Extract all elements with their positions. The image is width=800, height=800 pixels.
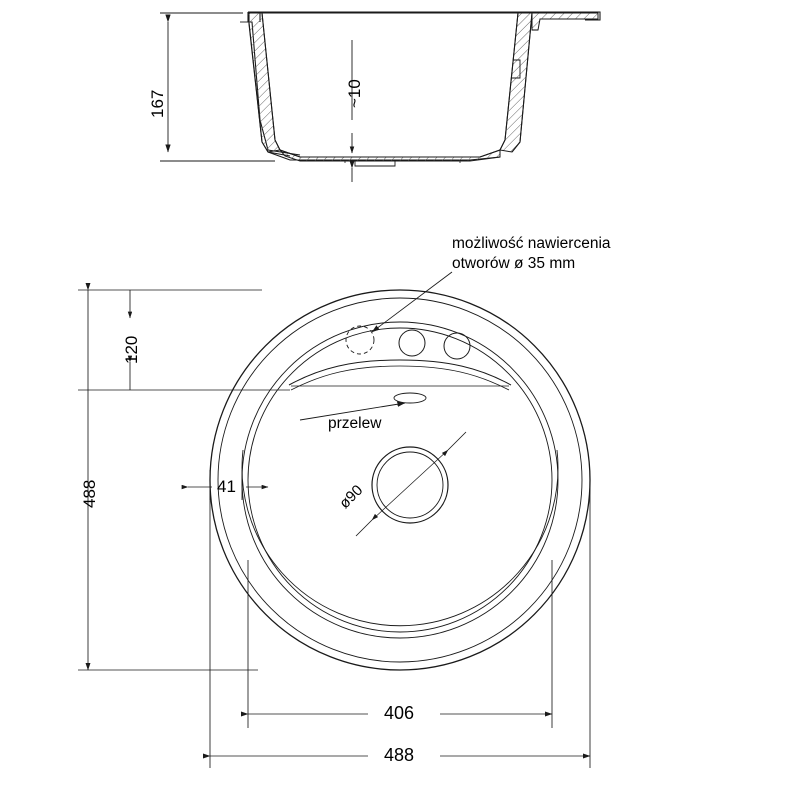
dimension-label-488-horizontal: 488: [384, 745, 415, 765]
drill-holes-note-line2: otworów ø 35 mm: [452, 255, 576, 272]
dimension-label-488-vertical: 488: [80, 479, 99, 508]
top-view-dimension-lines: [78, 290, 590, 768]
overflow-note-label: przelew: [328, 415, 382, 432]
dimension-label-167: 167: [148, 89, 167, 118]
dimension-label-wall-thickness: ~10: [345, 79, 364, 108]
dimension-label-41: 41: [217, 477, 236, 496]
dimension-label-drain-diameter: ø90: [336, 481, 367, 513]
dimension-label-406: 406: [384, 703, 415, 723]
top-view-group: [210, 290, 590, 670]
section-view-group: [240, 12, 600, 166]
leader-lines: [300, 272, 452, 420]
drill-holes-note-line1: możliwość nawiercenia: [452, 235, 611, 252]
dimension-label-120: 120: [122, 335, 141, 364]
